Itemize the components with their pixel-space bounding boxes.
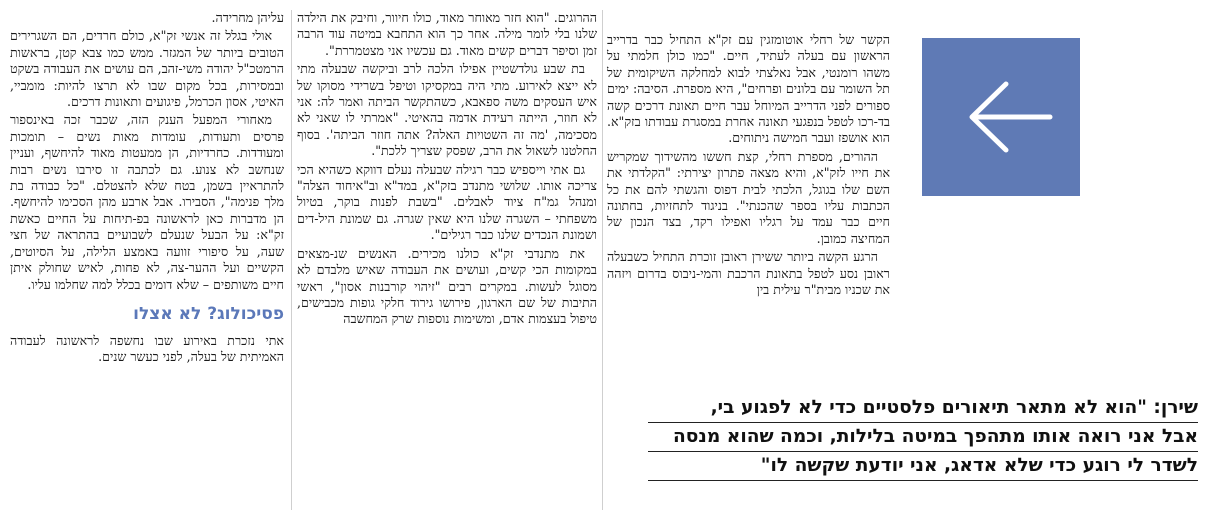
left-arrow-icon: [922, 38, 1080, 196]
paragraph: אתי נזכרת באירוע שבו נחשפה לראשונה לעבודה האמיתית של בעלה, לפני כעשר שנים.: [10, 332, 284, 365]
paragraph: אולי בגלל זה אנשי זק"א, כולם חרדים, הם השגרירים הטובים ביותר של המגזר. ממש כמו צבא קטן, בראשות הרמטכ"ל יהודה משי-זהב, הם עושים את העבודה בשקט ובמסירות, בכל מקום שבו לא תרצו להיות: מומביי, האיטי, אסון הכרמל, פיגועים ותאונות דרכים.: [10, 28, 284, 110]
paragraph: את מתנדבי זק"א כולנו מכירים. האנשים שנ-מצאים במקומות הכי קשים, ועושים את העבודה שאיש מלבדם לא מסוגל לעשות. במקרים רבים "זיהוי קורבנות אסון", ראשי התיבות של שם הארגון, פירושו גירוד חלקי גופות מכבישים, טיפול בעצמות אדם, ומשימות נוספות שרק המחשבה: [297, 245, 597, 327]
paragraph: בת שבע גולדשטיין אפילו הלכה לרב וביקשה שבעלה מתי לא ייצא לאירוע. מתי היה במקסיקו וטיפל בשרידי מסוקו של איש העסקים משה ספאבא, כשהתקשר הביתה ואמר לה: אני לא חוזר, הייתה רעידת אדמה בהאיטי. "אמרתי לו שאני לא מסכימה, 'מה זה השטויות האלה? אתה חוזר הביתה'. בסוף החלטנו לשאול את הרב, שפסק שצריך ללכת".: [297, 61, 597, 159]
paragraph: ההרוגים. "הוא חזר מאוחר מאוד, כולו חיוור, וחיבק את הילדה שלנו בלי לומר מילה. אחר כך הוא התחבא במיטה עוד הרבה זמן וסיפר דברים קשים מאוד. גם עכשיו אני מצטמררת".: [297, 10, 597, 58]
pull-quote-line: לשדר לי רוגע כדי שלא אדאג, אני יודעת שקשה לו": [648, 452, 1198, 481]
column-divider: [602, 10, 603, 510]
arrow-box: [922, 38, 1080, 196]
pull-quote-line: שירן: "הוא לא מתאר תיאורים פלסטיים כדי לא לפגוע בי,: [648, 394, 1198, 423]
paragraph: ההורים, מספרת רחלי, קצת חששו מהשידוך שמקריש את חייו לזק"א, והיא מצאה פתרון יצירתי: "הקלדתי את השם שלו בגוגל, הלכתי לבית דפוס והגשתי להם את כל הכתבות עליו בספר שהכנתי". בניגוד לתחזיות, בחתונה חיים כבר עמד על רגליו ואפילו רקד, בצד הנכון של המחיצה כמובן.: [607, 148, 890, 246]
pull-quote-line: אבל אני רואה אותו מתהפך במיטה בלילות, וכמה שהוא מנסה: [648, 423, 1198, 452]
paragraph: הקשר של רחלי אוטומזגין עם זק"א התחיל כבר בדרייב הראשון עם בעלה לעתיד, חיים. "כמו כולן חלמתי על משהו רומנטי, אבל נאלצתי לבוא למחלקה השיקומית של תל השומר עם בלונים ופרחים", היא מספרת. הסיבה: ימים ספורים לפני הדרייב המיוחל עבר חיים תאונת דרכים קשה בד-רכו לטפל בנפגעי תאונה אחרת במסגרת עבודתו בזק"א. הוא אושפז ועבר חמישה ניתוחים.: [607, 32, 890, 146]
section-subhead: פסיכולוג? לא אצלו: [133, 303, 284, 324]
article-column-middle: [297, 10, 597, 328]
paragraph: עליהן מחרידה.: [211, 10, 284, 25]
article-column-left: [10, 10, 284, 366]
paragraph: הרגע הקשה ביותר ששירן ראובן זוכרת התחיל כשבעלה ראובן נסע לטפל בתאונת הרכבת והמי-ניבוס בדרום ויזהה את שכניו מבית"ר עילית בין: [607, 249, 890, 298]
article-column-right: [607, 32, 890, 299]
paragraph: גם אתי וייספיש כבר רגילה שבעלה נעלם דווקא כשהיא הכי צריכה אותו. שלושי מתנדב בזק"א, במד"א וב"איחוד הצלה" ומנהל גמ"ח ציוד לאבלים. "בשבת לפנות בוקר, בטיול משפחתי – השגרה שלנו היא שאין שגרה. גם שמונת היל-דים ושמונת הנכדים שלנו כבר רגילים".: [297, 161, 597, 243]
column-divider: [291, 10, 292, 510]
pull-quote: [648, 394, 1198, 481]
paragraph: מאחורי המפעל הענק הזה, שכבר זכה באינספור פרסים ותעודות, עומדות מאות נשים – תומכות ומעודדות. כחרדיות, הן ממעטות מאוד להיחשף, ועניין שנחשב לא צנוע. גם לכתבה זו סירבו נשים רבות להתראיין בשמן, בטח שלא להצטלם. "כל כבודה בת מלך פנימה", הסבירו. אבל ארבע מהן הסכימו להיחשף. הן מדברות כאן לראשונה בפ-תיחות על החיים כאשת זק"א: על הבעל שנעלם לשבועיים בהתראה של חצי שעה, על סיפורי זוועה באמצע הלילה, על הסיוטים, הקשיים ועל ההער-צה, לא פחות, לאיש שחולק איתן חיים משותפים – שלא דומים בכלל למה שחלמו עליו.: [10, 112, 284, 292]
